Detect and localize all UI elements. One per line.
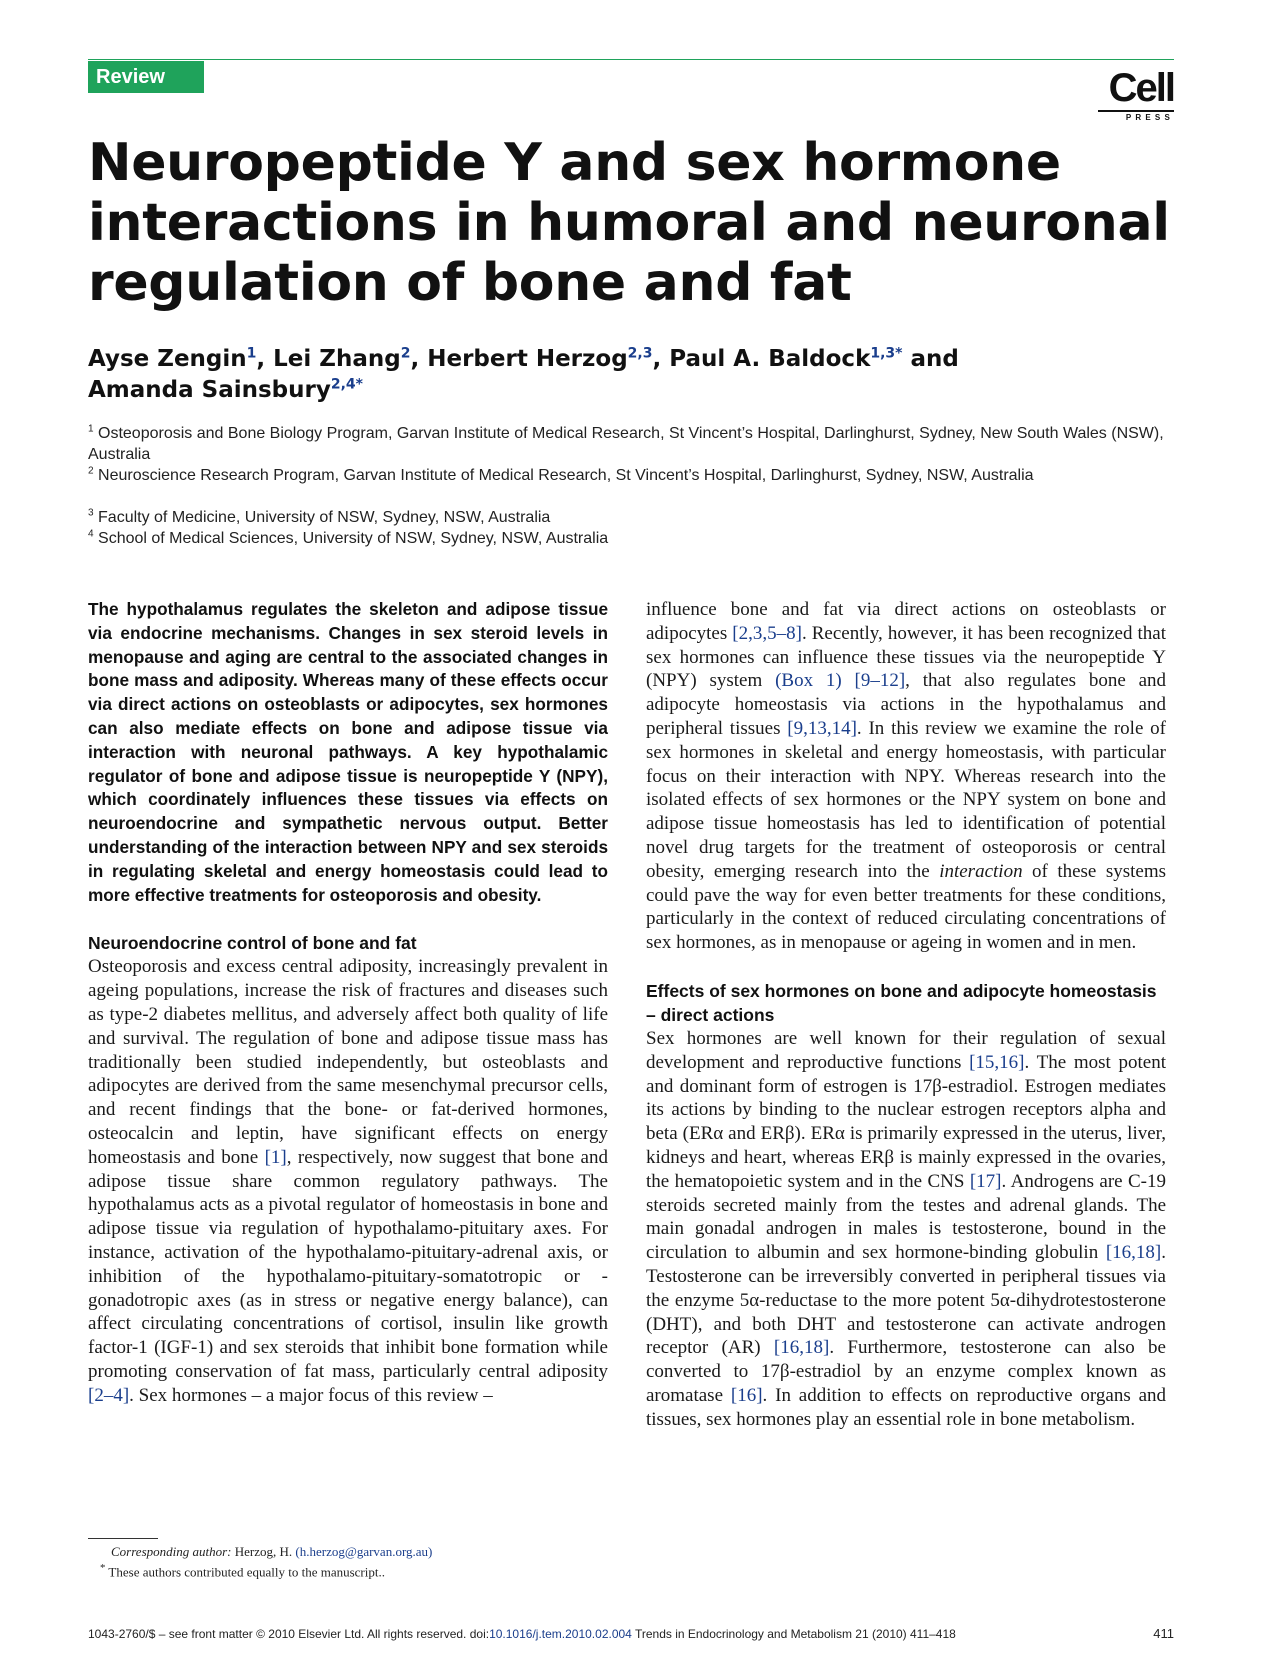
cell-logo-text: Cell [1108,66,1174,110]
citation-link[interactable]: [2–4] [88,1384,130,1406]
text-run: . In addition to effects on reproductive organs and tissues, sex hormones play an essential role in bone metabolism. [646,1384,1167,1430]
press-logo-text: PRESS [1098,110,1174,122]
text-run: . Testosterone can be irreversibly converted in peripheral tissues via the enzyme 5α-reductase to the more potent 5α-dihydrotestosterone (DHT), and both DHT and testosterone can activate androgen receptor (AR) [646,1242,1166,1359]
affiliation-4: $^4$ School of Medical Sciences, University of NSW, Sydney, NSW, Australia [88,528,609,547]
abstract: The hypothalamus regulates the skeleton and adipose tissue via endocrine mechanisms. Changes in sex steroid levels in menopause and aging are central to the associated changes in bone mass and adiposity. Whereas many of these effects occur via direct actions on osteoblasts or adipocytes, sex hormones can also mediate effects on bone and adipose tissue via interaction with neuronal pathways. A key hypothalamic regulator of bone and adipose tissue is neuropeptide Y (NPY), which coordinately influences these tissues via effects on neuroendocrine and sympathetic nervous output. Better understanding of the interaction between NPY and sex steroids in regulating skeletal and energy homeostasis could lead to more effective treatments for osteoporosis and obesity. [88,599,608,905]
header-rule [88,59,1174,60]
citation-link[interactable]: [15,16] [969,1051,1025,1073]
left-column [88,598,608,1408]
text-run: Sex hormones are well known for their regulation of sexual development and reproductive functions [646,1027,1166,1073]
section-label: Review [88,61,204,93]
text-run: . Sex hormones – a major focus of this review – [129,1384,493,1406]
author-5: Amanda Sainsbury$^{2,4*}$ [88,376,363,403]
text-run: . Furthermore, testosterone can also be converted to 17β-estradiol by an enzyme complex known as aromatase [646,1337,1166,1406]
corresponding-email-link[interactable]: (h.herzog@garvan.org.au) [295,1544,433,1559]
affiliation-1: $^1$ Osteoporosis and Bone Biology Program, Garvan Institute of Medical Research, St Vincent’s Hospital, Darlinghurst, Sydney, New South Wales (NSW), Australia [88,423,1164,463]
citation-link[interactable]: [16] [730,1384,763,1406]
section2-text [646,1027,1166,1432]
section-heading-neuroendocrine: Neuroendocrine control of bone and fat [88,933,417,954]
footnote-rule [88,1538,158,1539]
author-list [88,344,1188,406]
citation-link[interactable]: [9,13,14] [787,717,857,739]
equal-contribution-note: * These authors contributed equally to the manuscript.. [100,1562,385,1580]
journal-citation: Trends in Endocrinology and Metabolism 21 (2010) 411–418 [631,1627,956,1641]
author-1: Ayse Zengin$^1$, [88,345,274,372]
text-run [842,670,855,691]
text-run: . Recently, however, it has been recognized that sex hormones can influence these tissues via the neuropeptide Y (NPY) system [646,622,1166,692]
author-2: Lei Zhang$^2$, [273,345,428,372]
article-title: Neuropeptide Y and sex hormone interactions in humoral and neuronal regulation of bone and fat [88,133,1170,313]
cell-press-logo [1098,68,1174,120]
corresponding-author-note: Corresponding author: Herzog, H. (h.herzog@garvan.org.au) [111,1544,433,1559]
section1-right-text [646,598,1166,955]
text-run: . Androgens are C-19 steroids secreted mainly from the testes and adrenal glands. The main gonadal androgen in males is testosterone, bound in the circulation to albumin and sex hormone-binding globulin [646,1170,1166,1264]
page-footer: 1043-2760/$ – see front matter © 2010 Elsevier Ltd. All rights reserved. doi:10.1016/j.tem.2010.02.004 Trends in Endocrinology and Metabolism 21 (2010) 411–418 411 [88,1626,1174,1641]
affiliation-3: $^3$ Faculty of Medicine, University of NSW, Sydney, NSW, Australia [88,507,551,526]
citation-link[interactable]: [9–12] [854,670,906,692]
citation-link[interactable]: [16,18] [1105,1242,1162,1264]
citation-link[interactable]: [1] [264,1146,287,1168]
author-3: Herbert Herzog$^{2,3}$, [427,345,670,372]
text-run: . In this review we examine the role of sex hormones in skeletal and energy homeostasis, with particular focus on their interaction with NPY. Whereas research into the isolated effects of sex hormones or the NPY system on bone and adipose tissue homeostasis has led to identification of potential novel drug targets for the treatment of osteoporosis or central obesity, emerging research into the [646,717,1167,882]
doi-link[interactable]: 10.1016/j.tem.2010.02.004 [489,1627,632,1641]
citation-link[interactable]: [17] [969,1170,1002,1192]
section1-left-text [88,955,608,1407]
text-run: . The most potent and dominant form of estrogen is 17β-estradiol. Estrogen mediates its actions by binding to the nuclear estrogen receptors alpha and beta (ERα and ERβ). ERα is primarily expressed in the uterus, liver, kidneys and heart, whereas ERβ is mainly expressed in the ovaries, the hematopoietic system and in the CNS [646,1051,1167,1192]
page-number: 411 [1153,1626,1174,1641]
text-run: influence bone and fat via direct actions on osteoblasts or adipocytes [646,599,1166,644]
section-heading-direct-actions: Effects of sex hormones on bone and adipocyte homeostasis – direct actions [646,980,1157,1025]
text-run: Osteoporosis and excess central adiposity, increasingly prevalent in ageing populations, increase the risk of fractures and diseases such as type-2 diabetes mellitus, and adversely affect both quality of life and survival. The regulation of bone and adipose tissue mass has traditionally been studied independently, but osteoblasts and adipocytes are derived from the same mesenchymal precursor cells, and recent findings that the bone- or fat-derived hormones, osteocalcin and leptin, have significant effects on energy homeostasis and bone [88,956,608,1168]
text-run: , respectively, now suggest that bone and adipose tissue share common regulatory pathways. The hypothalamus acts as a pivotal regulator of homeostasis in bone and adipose tissue via regulation of hypothalamo-pituitary axes. For instance, activation of the hypothalamo-pituitary-adrenal axis, or inhibition of the hypothalamo-pituitary-somatotropic or -gonadotropic axes (as in stress or negative energy balance), can affect circulating concentrations of cortisol, insulin like growth factor-1 (IGF-1) and sex steroids that inhibit bone formation while promoting conservation of fat mass, particularly central adiposity [88,1146,608,1382]
author-4: Paul A. Baldock$^{1,3*}$ and [669,345,959,372]
citation-link[interactable]: [2,3,5–8] [732,622,802,644]
emphasis-text: interaction [939,860,1023,882]
citation-link[interactable]: [16,18] [773,1337,830,1359]
affiliation-2: $^2$ Neuroscience Research Program, Garvan Institute of Medical Research, St Vincent’s Hospital, Darlinghurst, Sydney, NSW, Australia [88,465,1034,484]
text-run: , that also regulates bone and adipocyte homeostasis via actions in the hypothalamus and peripheral tissues [646,670,1166,739]
text-run: of these systems could pave the way for even better treatments for these conditions, particularly in the context of reduced circulating concentrations of sex hormones, as in menopause or ageing in women and in men. [646,860,1167,954]
citation-link[interactable]: (Box 1) [775,670,842,692]
right-column [646,598,1166,1432]
